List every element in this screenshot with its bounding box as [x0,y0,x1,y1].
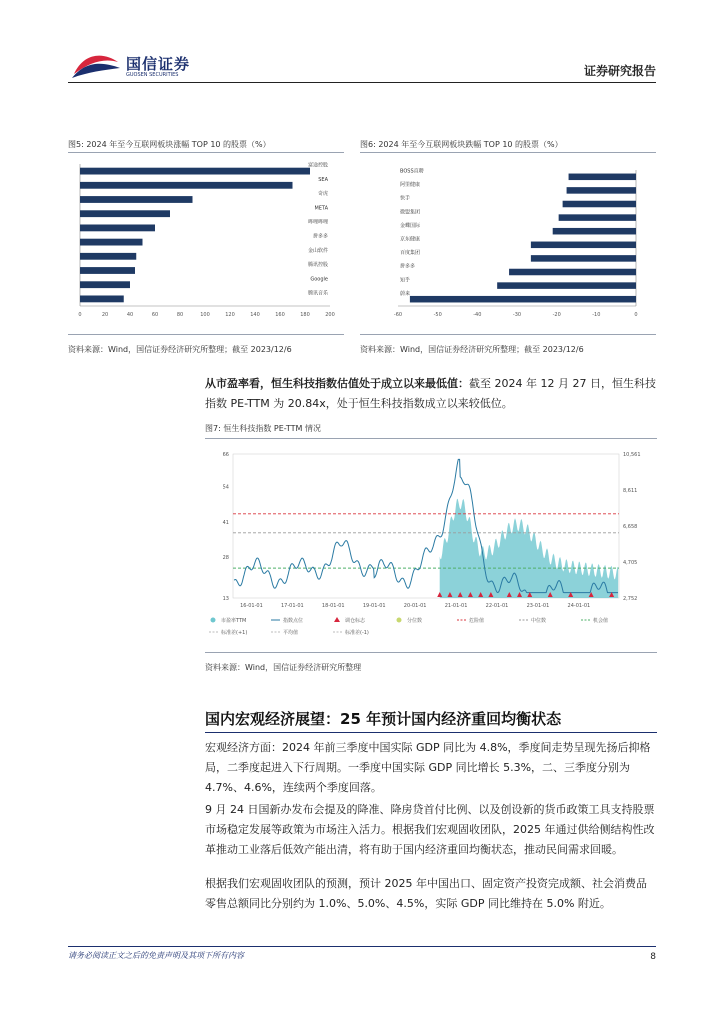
section-paragraph-1: 宏观经济方面：2024 年前三季度中国实际 GDP 同比为 4.8%，季度间走势呈现先扬后抑格局，二季度起进入下行周期。一季度中国实际 GDP 同比增长 5.3%，二、三季度分别为 4.7%、4.6%，连续两个季度回落。 [205,741,651,794]
figure5-bottom-rule [68,334,344,335]
right-tick-label: 10,561 [623,452,641,458]
right-tick-label: 4,705 [623,560,638,566]
legend-label: 分位数 [407,618,423,624]
bar [80,295,124,302]
x-tick-label: -60 [393,312,403,318]
legend-swatch [397,618,402,623]
category-label: 拼多多 [312,233,328,240]
logo-mark-icon [70,50,122,80]
category-label: 拼多多 [400,263,416,270]
x-tick-label: 160 [275,312,285,318]
section-paragraph-2: 9 月 24 日国新办发布会提及的降准、降房贷首付比例、以及创设新的货币政策工具支持股票市场稳定发展等政策为市场注入活力。根据我们宏观固收团队，2025 年通过供给侧结构性改革推动工业落后低效产能出清，将有助于国内经济重回均衡状态，推动民间需求回暖。 [205,803,655,856]
x-tick-label: 18-01-01 [321,603,345,609]
bar [563,201,636,208]
left-tick-label: 28 [222,555,229,562]
category-label: 京东健康 [400,236,421,243]
x-tick-label: 0 [634,312,638,318]
bar [553,228,636,235]
x-tick-label: -10 [592,312,601,318]
category-label: META [314,205,328,212]
right-tick-label: 6,658 [623,524,638,530]
category-label: BOSS直聘 [400,168,424,175]
category-label: 金蝶国际 [400,222,421,229]
bar [80,196,193,203]
section-divider [205,732,657,733]
x-tick-label: 60 [151,312,159,318]
bar [531,255,636,262]
header-divider [68,82,656,83]
figure7-chart [205,446,657,646]
x-tick-label: 120 [225,312,235,318]
figure6-title: 图6: 2024 年至今互联网板块跌幅 TOP 10 的股票（%） [360,140,563,149]
bar [567,187,636,194]
figure5-title: 图5: 2024 年至今互联网板块涨幅 TOP 10 的股票（%） [68,140,271,149]
x-tick-label: 80 [176,312,184,318]
x-tick-label: 140 [250,312,260,318]
category-label: 阿里健康 [400,182,421,189]
bar [80,210,170,217]
bar [80,253,136,260]
logo-name: 国信证券 [126,55,191,73]
figure6-rule [360,152,656,153]
x-tick-label: -20 [552,312,561,318]
section-paragraph-3: 根据我们宏观固收团队的预测，预计 2025 年中国出口、固定资产投资完成额、社会消费品零售总额同比分别约为 1.0%、5.0%、4.5%，实际 GDP 同比维持在 5.0% 附近。 [205,877,647,910]
figure6-chart [360,158,656,328]
category-label: 蔚来 [400,290,411,297]
legend-label: 指数点位 [283,618,304,624]
brand-logo [70,50,122,80]
bar [410,296,636,303]
x-tick-label: 100 [200,312,210,318]
right-tick-label: 8,611 [623,488,638,494]
category-label: 微盟集团 [400,209,421,216]
page-number: 8 [650,952,656,962]
x-tick-label: 17-01-01 [281,603,304,609]
legend-swatch [334,617,340,622]
left-tick-label: 13 [222,596,229,602]
category-label: SEA [318,176,328,183]
pe-paragraph [205,374,657,414]
bar [80,168,310,175]
figure5-source: 资料来源：Wind，国信证券经济研究所整理；截至 2023/12/6 [68,345,292,354]
bar [569,174,636,181]
category-label: 百度集团 [400,250,421,257]
figure7-bottom-rule [205,652,657,653]
category-label: 哔哩哔哩 [307,219,328,226]
category-label: 金山软件 [307,247,328,254]
category-label: 知乎 [400,277,411,284]
logo-subtitle: GUOSEN SECURITIES [126,72,179,78]
x-tick-label: -30 [512,312,522,318]
category-label: 富途控股 [307,162,328,169]
figure7-source: 资料来源：Wind，国信证券经济研究所整理 [205,663,362,672]
x-tick-label: 23-01-01 [526,603,550,609]
bar [80,182,293,189]
bar [80,224,155,231]
bar [531,242,636,249]
legend-label: 调仓标志 [345,618,366,624]
pe-body: 截至 2024 年 12 月 27 日，恒生科技指数 PE-TTM 为 20.84x，处于恒生科技指数成立以来较低位。 [205,377,656,410]
bar [80,239,143,246]
left-tick-label: 66 [222,452,229,458]
x-tick-label: 40 [126,312,134,318]
bar [509,269,636,276]
legend-label: 平均值 [283,630,299,636]
bar [80,267,135,274]
legend-label: 机会值 [593,618,609,624]
x-tick-label: 16-01-01 [240,603,263,609]
bar [80,281,130,288]
category-label: 快手 [400,195,411,202]
legend-label: 标准差(-1) [345,630,369,636]
footer-disclaimer: 请务必阅读正文之后的免责声明及其项下所有内容 [68,951,244,960]
report-type: 证券研究报告 [583,64,656,78]
x-tick-label: 19-01-01 [362,603,386,609]
left-tick-label: 41 [222,519,229,526]
x-tick-label: 24-01-01 [567,603,591,609]
x-tick-label: 180 [300,312,310,318]
category-label: Google [310,276,328,283]
figure6-source: 资料来源：Wind，国信证券经济研究所整理；截至 2023/12/6 [360,345,584,354]
legend-label: 标准差(+1) [221,630,248,636]
legend-label: 中位数 [531,618,547,624]
bar [559,214,636,221]
category-label: 腾讯控股 [307,262,328,269]
bar [497,282,636,289]
figure5-chart [68,158,344,328]
figure6-bottom-rule [360,334,656,335]
x-tick-label: 200 [325,312,335,318]
x-tick-label: 20 [101,312,109,318]
left-tick-label: 54 [222,484,229,491]
x-tick-label: 0 [78,312,82,318]
legend-label: 市盈率TTM [221,618,247,624]
section-title: 国内宏观经济展望：25 年预计国内经济重回均衡状态 [205,710,562,728]
legend-label: 危险值 [469,618,485,624]
x-tick-label: 22-01-01 [485,603,509,609]
pe-lead: 从市盈率看，恒生科技指数估值处于成立以来最低值： [205,377,469,390]
category-label: 奇虎 [317,191,328,198]
x-tick-label: -40 [473,312,482,318]
figure5-rule [68,152,344,153]
footer-divider [68,946,656,947]
category-label: 腾讯音乐 [307,290,328,297]
x-tick-label: -50 [433,312,442,318]
x-tick-label: 20-01-01 [403,603,427,609]
figure7-rule [205,438,657,439]
x-tick-label: 21-01-01 [444,603,468,609]
figure7-title: 图7: 恒生科技指数 PE-TTM 情况 [205,424,321,433]
right-tick-label: 2,752 [623,596,638,602]
legend-swatch [211,618,216,623]
